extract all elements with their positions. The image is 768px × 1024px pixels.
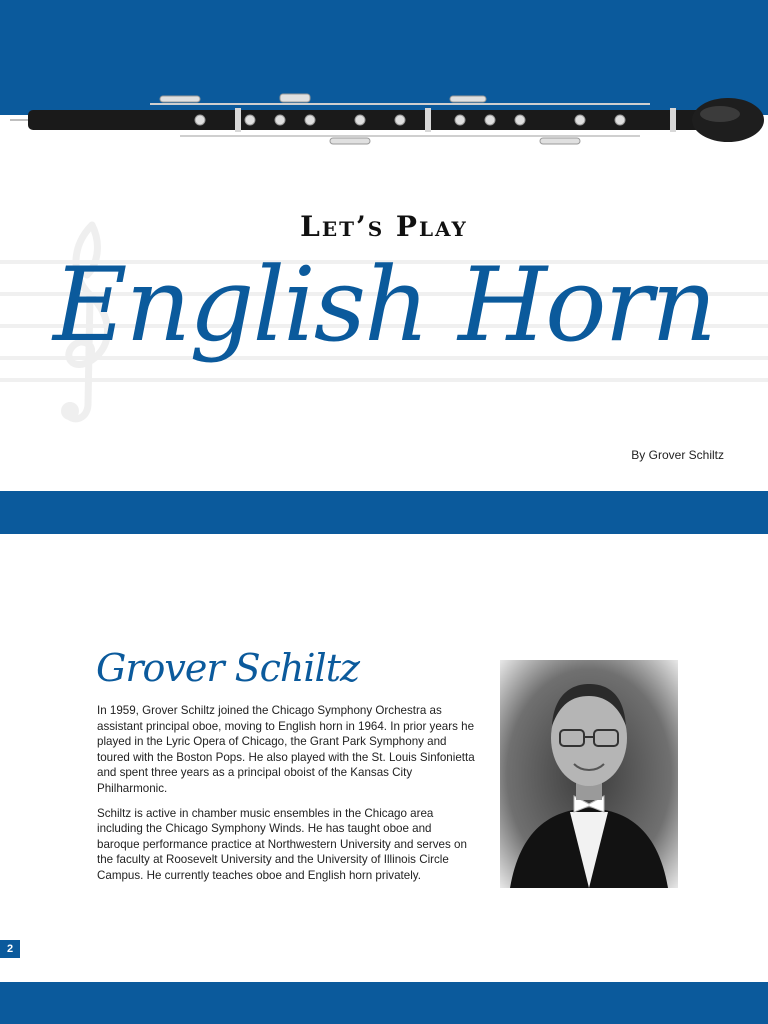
bio-text	[97, 703, 475, 893]
section-band	[0, 491, 768, 534]
english-horn-illustration	[0, 80, 768, 160]
bio-heading: Grover Schiltz	[96, 646, 359, 690]
page-number: 2	[0, 940, 20, 958]
footer-band	[0, 982, 768, 1024]
page-title: English Horn	[53, 246, 715, 365]
bio-paragraph: Schiltz is active in chamber music ensembles in the Chicago area including the Chicago Symphony Winds. He has taught oboe and baroque performance practice at Northwestern University and serves on the faculty at Roosevelt University and the University of Illinois Circle Campus. He currently teaches oboe and English horn privately.	[97, 806, 467, 882]
bio-paragraph: In 1959, Grover Schiltz joined the Chicago Symphony Orchestra as assistant principal oboe, moving to English horn in 1964. In prior years he played in the Lyric Opera of Chicago, the Grant Park Symphony and toured with the Boston Pops. He also played with the St. Louis Sinfonietta and spent three years as a principal oboist of the Kansas City Philharmonic.	[97, 704, 475, 795]
portrait-photo	[500, 660, 678, 888]
portrait-illustration	[500, 660, 678, 888]
title-kicker: Let’s Play	[300, 210, 468, 243]
byline: By Grover Schiltz	[631, 448, 724, 462]
